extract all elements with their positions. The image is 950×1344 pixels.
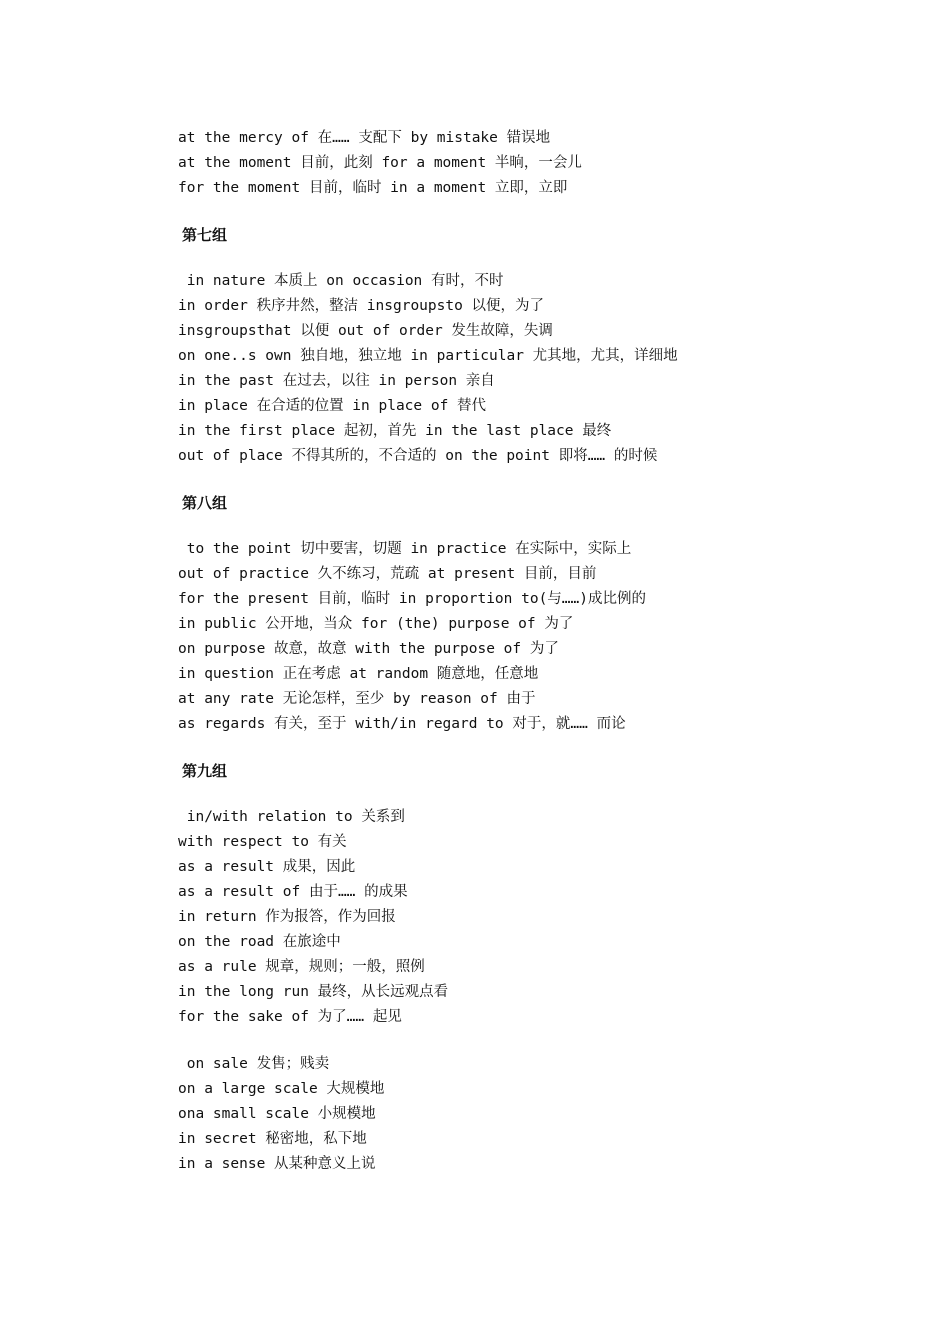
phrase-line: in return 作为报答，作为回报 xyxy=(178,909,396,925)
phrase-line: in order 秩序井然，整洁 insgroupsto 以便，为了 xyxy=(178,298,545,314)
paragraph-gap xyxy=(178,1030,898,1052)
phrase-line: on purpose 故意，故意 with the purpose of 为了 xyxy=(178,641,559,657)
phrase-line: for the sake of 为了…… 起见 xyxy=(178,1009,402,1025)
phrase-line: out of place 不得其所的，不合适的 on the point 即将…… 的时候 xyxy=(178,448,658,464)
phrase-line: on one..s own 独自地，独立地 in particular 尤其地，尤其，详细地 xyxy=(178,348,678,364)
phrase-line: insgroupsthat 以便 out of order 发生故障，失调 xyxy=(178,323,553,339)
phrase-group-9 xyxy=(178,805,898,1030)
phrase-line: at any rate 无论怎样，至少 by reason of 由于 xyxy=(178,691,536,707)
phrase-line: in/with relation to 关系到 xyxy=(178,809,405,825)
phrase-line: in secret 秘密地，私下地 xyxy=(178,1131,367,1147)
group-heading-9: 第九组 xyxy=(182,762,228,780)
phrase-line: on a large scale 大规模地 xyxy=(178,1081,385,1097)
phrase-line: in nature 本质上 on occasion 有时，不时 xyxy=(178,273,504,289)
phrase-line: in place 在合适的位置 in place of 替代 xyxy=(178,398,487,414)
phrase-line: as a result 成果，因此 xyxy=(178,859,356,875)
document-page xyxy=(178,126,898,1177)
phrase-line: with respect to 有关 xyxy=(178,834,347,850)
phrase-line: in the past 在过去，以往 in person 亲自 xyxy=(178,373,495,389)
group-heading-7: 第七组 xyxy=(182,226,228,244)
phrase-line: at the mercy of 在…… 支配下 by mistake 错误地 xyxy=(178,130,551,146)
phrase-line: in the long run 最终，从长远观点看 xyxy=(178,984,449,1000)
phrase-line: in the first place 起初，首先 in the last place 最终 xyxy=(178,423,612,439)
phrase-line: as a result of 由于…… 的成果 xyxy=(178,884,408,900)
phrase-line: for the moment 目前，临时 in a moment 立即，立即 xyxy=(178,180,568,196)
phrase-group-8 xyxy=(178,537,898,737)
phrase-group-continued xyxy=(178,126,898,201)
phrase-line: as a rule 规章，规则；一般，照例 xyxy=(178,959,425,975)
phrase-line: for the present 目前，临时 in proportion to(与……)成比例的 xyxy=(178,591,646,607)
phrase-line: in public 公开地，当众 for (the) purpose of 为了 xyxy=(178,616,574,632)
phrase-line: in a sense 从某种意义上说 xyxy=(178,1156,376,1172)
phrase-line: out of practice 久不练习，荒疏 at present 目前，目前 xyxy=(178,566,597,582)
phrase-line: on sale 发售；贱卖 xyxy=(178,1056,330,1072)
group-heading-8: 第八组 xyxy=(182,494,228,512)
phrase-group-7 xyxy=(178,269,898,469)
phrase-line: at the moment 目前，此刻 for a moment 半晌，一会儿 xyxy=(178,155,582,171)
phrase-line: to the point 切中要害，切题 in practice 在实际中，实际上 xyxy=(178,541,632,557)
phrase-line: ona small scale 小规模地 xyxy=(178,1106,376,1122)
phrase-line: on the road 在旅途中 xyxy=(178,934,341,950)
phrase-group-10 xyxy=(178,1052,898,1177)
phrase-line: in question 正在考虑 at random 随意地，任意地 xyxy=(178,666,539,682)
phrase-line: as regards 有关，至于 with/in regard to 对于，就…… 而论 xyxy=(178,716,626,732)
